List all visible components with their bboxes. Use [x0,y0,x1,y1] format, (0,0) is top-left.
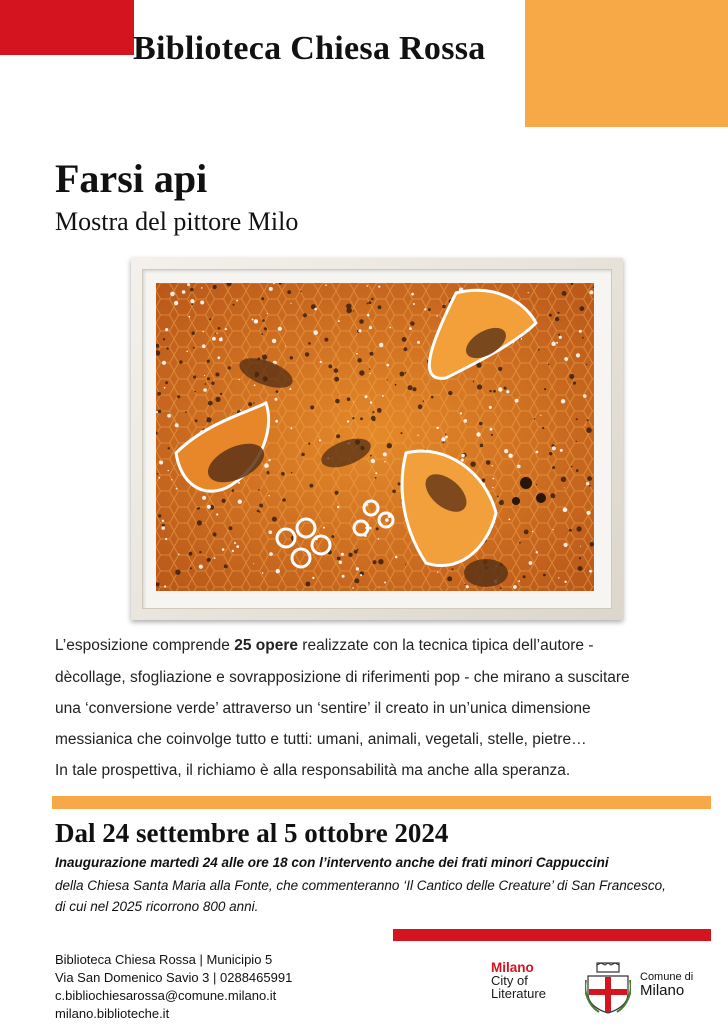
description-text: L’esposizione comprende [55,637,235,654]
painting-frame [131,258,623,620]
event-info-line-3: di cui nel 2025 ricorrono 800 anni. [55,899,259,914]
footer-address-line-1: Biblioteca Chiesa Rossa | Municipio 5 [55,952,273,967]
exhibition-subtitle: Mostra del pittore Milo [55,207,299,236]
footer-address-line-2: Via San Domenico Savio 3 | 0288465991 [55,970,293,985]
description-line-5: In tale prospettiva, il richiamo è alla responsabilità ma anche alla speranza. [55,762,571,779]
frame-mat [142,269,612,609]
description-line-2: dècollage, sfogliazione e sovrapposizione di riferimenti pop - che mirano a suscitare [55,669,630,686]
event-info-line-2: della Chiesa Santa Maria alla Fonte, che commenteranno ‘Il Cantico delle Creature’ di San Francesco, [55,878,666,893]
description-text: realizzate con la tecnica tipica dell’autore - [298,637,594,654]
logo-milano-text: Milano [491,960,534,975]
works-count-bold: 25 opere [234,637,298,654]
red-divider [393,929,711,941]
inauguration-line: Inaugurazione martedì 24 alle ore 18 con l’intervento anche dei frati minori Cappuccini [55,855,609,870]
description-line-4: messianica che coinvolge tutto e tutti: umani, animali, vegetali, stelle, pietre… [55,731,587,748]
logo-city-of-text: City of [491,973,528,988]
orange-divider [52,796,711,809]
exhibition-title: Farsi api [55,156,208,201]
red-accent-block [0,0,134,55]
comune-milano-text: Milano [640,982,685,999]
comune-milano-crest-icon [585,962,631,1014]
orange-accent-block [525,0,728,127]
library-title: Biblioteca Chiesa Rossa [133,30,486,67]
bee-painting-image [156,283,594,591]
comune-di-text: Comune di [640,971,694,983]
logo-literature-text: Literature [491,986,546,1001]
comune-di-milano-logo [640,970,693,998]
description-line-3: una ‘conversione verde’ attraverso un ‘sentire’ il creato in un’unica dimensione [55,700,591,717]
event-dates: Dal 24 settembre al 5 ottobre 2024 [55,818,449,848]
description-line-1 [55,637,594,655]
footer-website: milano.biblioteche.it [55,1006,170,1021]
milano-city-of-literature-logo [491,961,546,1000]
footer-email: c.bibliochiesarossa@comune.milano.it [55,988,277,1003]
